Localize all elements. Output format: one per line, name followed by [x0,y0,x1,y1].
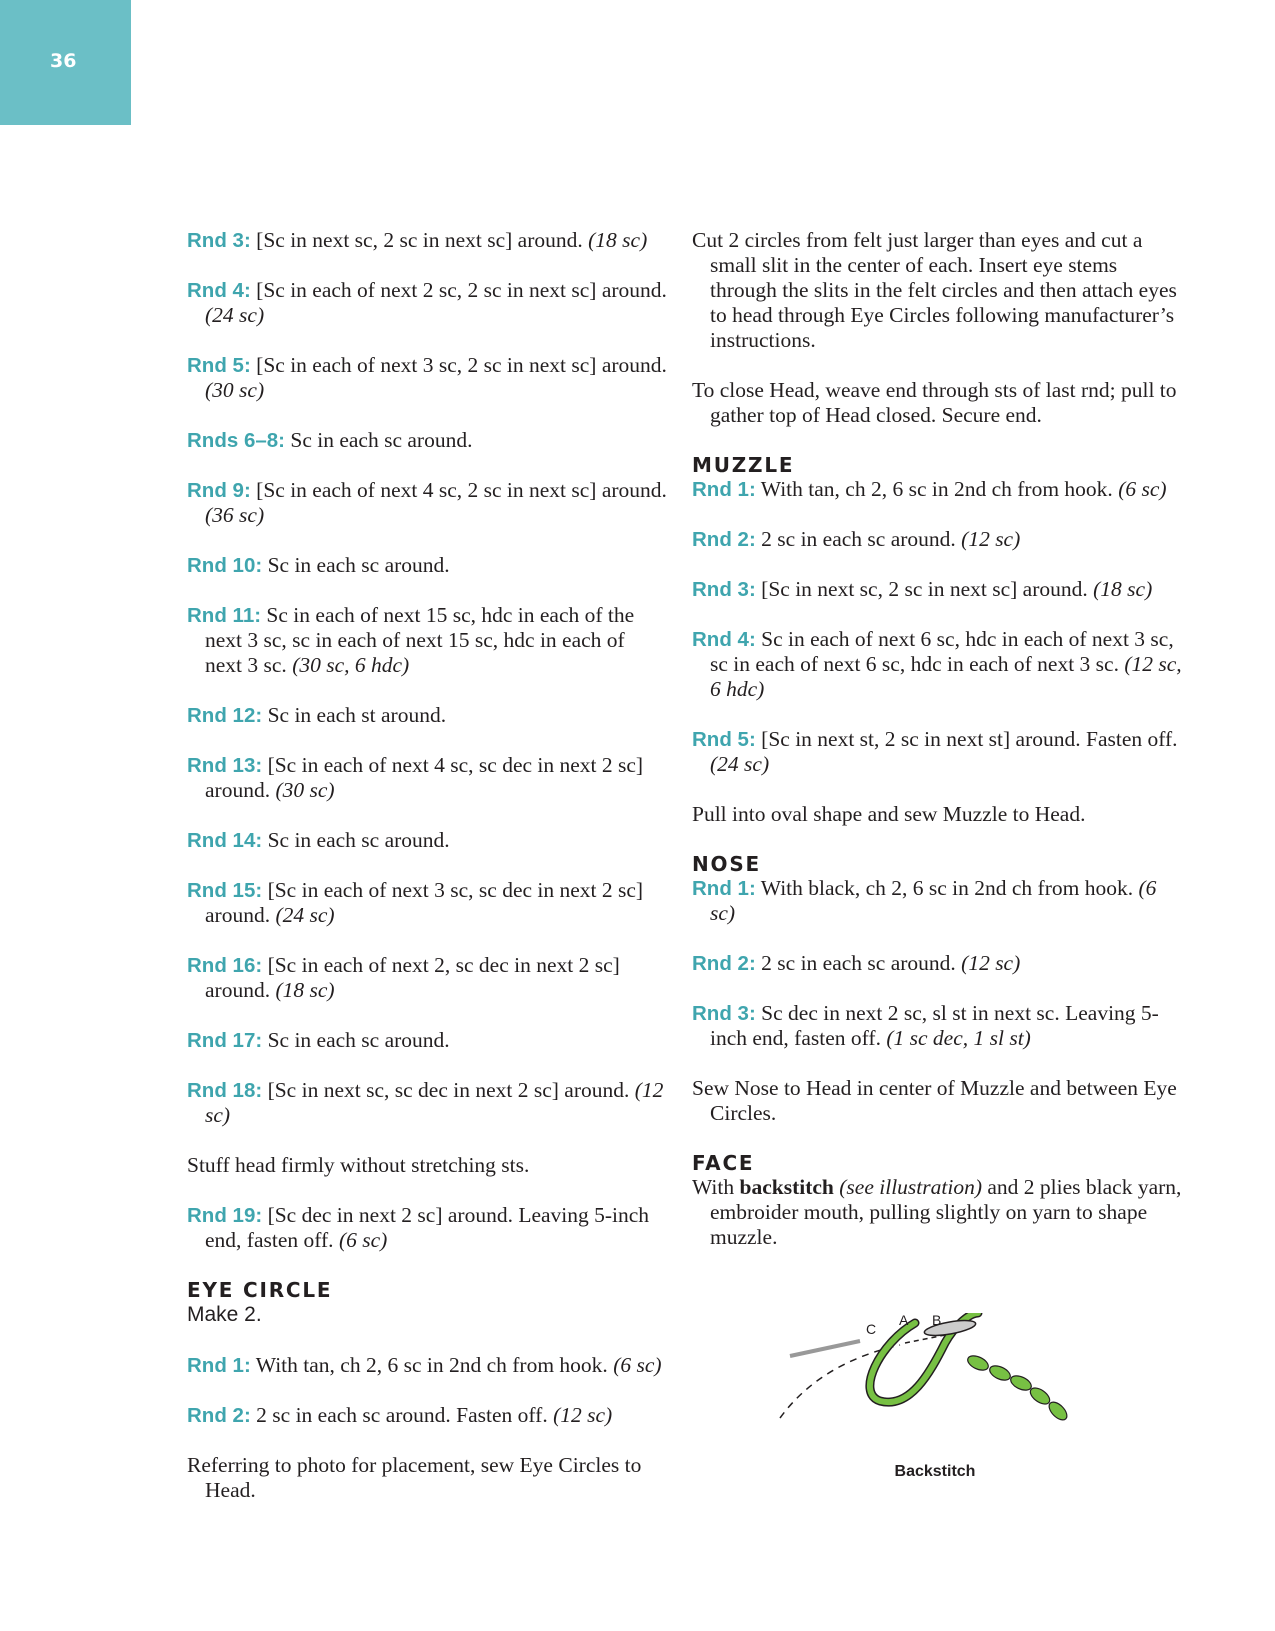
round-instruction [187,1078,667,1128]
face-instruction [692,1175,1182,1250]
round-instruction [187,428,667,453]
stitch-count: (12 sc) [553,1403,613,1427]
stitch-count: (18 sc) [588,228,648,252]
round-text: Referring to photo for placement, sew Eye Circles to Head. [187,1453,642,1502]
stitch-count: (30 sc) [275,778,335,802]
round-label: Rnd 3: [692,578,756,601]
round-text: [Sc in each of next 2 sc, 2 sc in next sc] around. [256,278,667,302]
face-heading: FACE [692,1151,755,1175]
round-text: [Sc in next sc, 2 sc in next sc] around. [761,577,1088,601]
page-number: 36 [50,50,77,72]
round-text: Sew Nose to Head in center of Muzzle and between Eye Circles. [692,1076,1177,1125]
round-label: Rnd 16: [187,954,263,977]
instruction-note [187,1153,667,1178]
round-text: Sc in each st around. [267,703,447,727]
face-bold-word: backstitch [739,1175,834,1199]
round-instruction [187,1028,667,1053]
stitch-count: (24 sc) [710,752,770,776]
round-instruction [692,577,1182,602]
stitch-count: (30 sc, 6 hdc) [292,653,410,677]
round-text: 2 sc in each sc around. Fasten off. [256,1403,548,1427]
label-b: B [932,1313,942,1328]
round-instruction [692,951,1182,976]
instruction-note [187,1453,667,1503]
round-text: [Sc in next st, 2 sc in next st] around. Fasten off. [761,727,1178,751]
stitch-count: (6 sc) [1118,477,1167,501]
round-text: Sc dec in next 2 sc, sl st in next sc. Leaving 5-inch end, fasten off. [710,1001,1159,1050]
round-text: Pull into oval shape and sew Muzzle to Head. [692,802,1086,826]
round-text: [Sc in each of next 2, sc dec in next 2 sc] around. [205,953,620,1002]
eye-circle-rounds-list [187,1353,667,1503]
round-label: Rnd 12: [187,704,263,727]
nose-heading: NOSE [692,852,762,876]
intro-paragraph: To close Head, weave end through sts of last rnd; pull to gather top of Head closed. Secure end. [692,378,1177,427]
stitch-count: (6 sc) [338,1228,388,1252]
round-label: Rnd 5: [692,728,756,751]
round-instruction [692,527,1182,552]
round-label: Rnd 13: [187,754,263,777]
stitch-count: (30 sc) [205,378,265,402]
round-instruction [187,278,667,328]
round-text: [Sc in each of next 3 sc, 2 sc in next sc] around. [256,353,667,377]
round-text: Sc in each of next 6 sc, hdc in each of next 3 sc, sc in each of next 6 sc, hdc in each of next 3 sc. [710,627,1174,676]
round-label: Rnd 1: [692,478,756,501]
stitch-count: (18 sc) [275,978,335,1002]
round-text: [Sc in each of next 3 sc, sc dec in next 2 sc] around. [205,878,644,927]
round-label: Rnd 1: [187,1354,251,1377]
stitch-a-b [905,1335,945,1343]
head-rounds-list [187,228,667,1253]
stitch-count: (18 sc) [1093,577,1153,601]
instruction-note [692,1076,1182,1126]
stitch-count: (12 sc) [961,951,1021,975]
backstitch-illustration [760,1313,1110,1483]
round-instruction [187,603,667,678]
round-instruction [187,828,667,853]
round-label: Rnds 6–8: [187,429,285,452]
round-instruction [692,477,1182,502]
round-label: Rnd 19: [187,1204,263,1227]
round-text: 2 sc in each sc around. [761,527,956,551]
round-label: Rnd 14: [187,829,263,852]
stitch-count: (24 sc) [205,303,265,327]
round-label: Rnd 3: [187,229,251,252]
round-label: Rnd 2: [692,528,756,551]
round-label: Rnd 4: [692,628,756,651]
round-instruction [187,703,667,728]
round-text: [Sc in each of next 4 sc, 2 sc in next sc] around. [256,478,667,502]
round-instruction [187,1353,667,1378]
stitch-count: (6 sc) [613,1353,662,1377]
round-text: With black, ch 2, 6 sc in 2nd ch from hook. [760,876,1134,900]
round-label: Rnd 10: [187,554,263,577]
round-label: Rnd 5: [187,354,251,377]
face-text-before: With [692,1175,740,1199]
round-text: [Sc in next sc, 2 sc in next sc] around. [256,228,583,252]
intro-paragraph: Cut 2 circles from felt just larger than eyes and cut a small slit in the center of each. Insert eye stems through the slits in the felt circles and then attach eyes to head through Eye Circles following manufacturer’s instructions. [692,228,1177,352]
round-text: Sc in each of next 15 sc, hdc in each of the next 3 sc, sc in each of next 15 sc, hdc in each of next 3 sc. [205,603,635,677]
round-label: Rnd 3: [692,1002,756,1025]
round-text: [Sc in each of next 4 sc, sc dec in next 2 sc] around. [205,753,644,802]
round-label: Rnd 17: [187,1029,263,1052]
round-instruction [692,627,1182,702]
round-instruction [187,1203,667,1253]
eye-circle-heading: EYE CIRCLE [187,1278,333,1302]
round-instruction [692,1001,1182,1051]
round-instruction [187,553,667,578]
round-instruction [187,953,667,1003]
round-text: Stuff head firmly without stretching sts. [187,1153,530,1177]
intro-instructions [692,228,1182,428]
round-instruction [692,727,1182,777]
left-column [187,228,667,1503]
round-label: Rnd 18: [187,1079,263,1102]
label-a: A [899,1313,909,1328]
face-text-after: and 2 plies black yarn, embroider mouth, pulling slightly on yarn to shape muzzle. [710,1175,1182,1249]
round-instruction [187,478,667,528]
stitch-count: (12 sc, 6 hdc) [710,652,1182,701]
round-label: Rnd 2: [692,952,756,975]
round-label: Rnd 4: [187,279,251,302]
right-column [692,228,1182,1275]
round-text: Sc in each sc around. [267,553,450,577]
round-text: Sc in each sc around. [267,1028,450,1052]
face-italic-note: (see illustration) [839,1175,982,1199]
stitch-c [790,1341,860,1356]
label-c: C [866,1321,877,1337]
stitch-count: (1 sc dec, 1 sl st) [886,1026,1031,1050]
round-text: With tan, ch 2, 6 sc in 2nd ch from hook. [255,1353,608,1377]
round-text: Sc in each sc around. [290,428,473,452]
round-label: Rnd 11: [187,604,262,627]
instruction-note [692,802,1182,827]
round-label: Rnd 2: [187,1404,251,1427]
stitch-count: (6 sc) [710,876,1157,925]
stitch-count: (12 sc) [205,1078,664,1127]
round-text: Sc in each sc around. [267,828,450,852]
round-instruction [187,878,667,928]
round-text: [Sc dec in next 2 sc] around. Leaving 5-inch end, fasten off. [205,1203,650,1252]
round-label: Rnd 9: [187,479,251,502]
stitch-count: (36 sc) [205,503,265,527]
eye-circle-subheading: Make 2. [187,1303,262,1326]
round-text: With tan, ch 2, 6 sc in 2nd ch from hook. [760,477,1113,501]
round-instruction [187,1403,667,1428]
stitch-count: (24 sc) [275,903,335,927]
round-instruction [692,876,1182,926]
round-instruction [187,228,667,253]
stitch-count: (12 sc) [961,527,1021,551]
backstitch-diagram [760,1313,1110,1463]
round-label: Rnd 15: [187,879,263,902]
round-instruction [187,753,667,803]
round-label: Rnd 1: [692,877,756,900]
muzzle-heading: MUZZLE [692,453,795,477]
illustration-caption: Backstitch [894,1463,976,1480]
round-instruction [187,353,667,403]
round-text: 2 sc in each sc around. [761,951,956,975]
muzzle-rounds-list [692,477,1182,827]
nose-rounds-list [692,876,1182,1126]
yarn-beads [965,1353,1070,1423]
round-text: [Sc in next sc, sc dec in next 2 sc] around. [267,1078,630,1102]
